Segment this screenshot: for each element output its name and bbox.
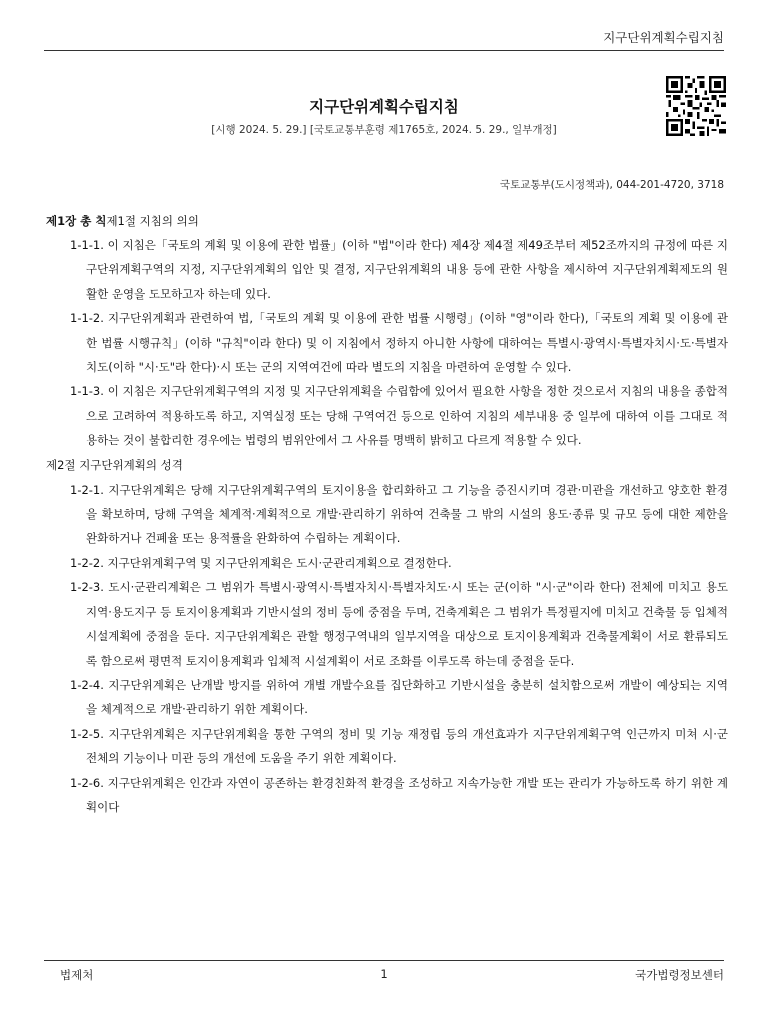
article-text: 1-2-1. 지구단위계획은 당해 지구단위계획구역의 토지이용을 합리화하고 그 기능을 증진시키며 경관·미관을 개선하고 양호한 환경을 확보하며, 당해 구역을 체계적·계획적으로 개발·관리하기 위하여 건축물 그 밖의 시설의 용도·종류 및 규모 등에 대한 제한을 완화하거나 건폐율 또는 용적률을 완화하여 수립하는 계획이다. bbox=[70, 482, 728, 546]
article-text: 1-1-3. 이 지침은 지구단위계획구역의 지정 및 지구단위계획을 수립함에 있어서 필요한 사항을 정한 것으로서 지침의 내용을 종합적으로 고려하여 적용하도록 하고, 지역실정 또는 당해 구역여건 등으로 인하여 지침의 세부내용 중 일부에 대하여 이를 그대로 적용하는 것이 불합리한 경우에는 법령의 범위안에서 그 사유를 명백히 밝히고 다르게 적용할 수 있다. bbox=[70, 384, 728, 448]
article-1-2-6 bbox=[46, 771, 728, 820]
footer-source: 법제처 bbox=[60, 968, 94, 982]
footer-publisher: 국가법령정보센터 bbox=[635, 968, 724, 982]
article-1-2-4 bbox=[46, 673, 728, 722]
article-1-2-5 bbox=[46, 722, 728, 771]
article-text: 1-2-2. 지구단위계획구역 및 지구단위계획은 도시·군관리계획으로 결정한다. bbox=[70, 555, 452, 570]
document-title: 지구단위계획수립지침 bbox=[309, 98, 459, 116]
article-text: 1-2-3. 도시·군관리계획은 그 범위가 특별시·광역시·특별자치시·특별자치도·시 또는 군(이하 "시·군"이라 한다) 전체에 미치고 용도지역·용도지구 등 토지이용계획과 기반시설의 정비 등에 중점을 두며, 건축계획은 그 범위가 특정필지에 미치고 건축물 등 입체적 시설계획에 중점을 둔다. 지구단위계획은 관할 행정구역내의 일부지역을 대상으로 토지이용계획과 건축물계획이 서로 환류되도록 함으로써 평면적 토지이용계획과 입체적 시설계획이 서로 조화를 이루도록 하는데 중점을 둔다. bbox=[70, 580, 728, 668]
chapter-label: 제1장 총 칙 bbox=[46, 214, 107, 228]
article-1-2-3 bbox=[46, 575, 728, 673]
section-2-title: 제2절 지구단위계획의 성격 bbox=[46, 457, 183, 472]
article-text: 1-2-4. 지구단위계획은 난개발 방지를 위하여 개별 개발수요를 집단화하고 기반시설을 충분히 설치함으로써 개발이 예상되는 지역을 체계적으로 개발·관리하기 위한 계획이다. bbox=[70, 677, 728, 717]
chapter-1-heading bbox=[46, 209, 728, 233]
article-1-1-2 bbox=[46, 306, 728, 379]
article-1-2-2 bbox=[46, 551, 728, 575]
article-1-2-1 bbox=[46, 478, 728, 551]
document-meta: [시행 2024. 5. 29.] [국토교통부훈령 제1765호, 2024. 5. 29., 일부개정] bbox=[211, 124, 557, 136]
footer-divider bbox=[44, 960, 724, 961]
article-text: 1-2-5. 지구단위계획은 지구단위계획을 통한 구역의 정비 및 기능 재정립 등의 개선효과가 지구단위계획구역 인근까지 미쳐 시·군 전체의 기능이나 미관 등의 개선에 도움을 주기 위한 계획이다. bbox=[70, 726, 728, 766]
article-text: 1-1-2. 지구단위계획과 관련하여 법,「국토의 계획 및 이용에 관한 법률 시행령」(이하 "영"이라 한다),「국토의 계획 및 이용에 관한 법률 시행규칙」(이하 "규칙"이라 한다) 및 이 지침에서 정하지 아니한 사항에 대하여는 특별시·광역시·특별자치시·도·특별자치도(이하 "시·도"라 한다)·시 또는 군의 지역여건에 따라 별도의 지침을 마련하여 운영할 수 있다. bbox=[70, 311, 728, 375]
article-1-1-1 bbox=[46, 233, 728, 306]
page-number: 1 bbox=[380, 967, 388, 981]
article-1-1-3 bbox=[46, 379, 728, 452]
section-1-title: 제1절 지침의 의의 bbox=[106, 214, 199, 228]
ministry-contact: 국토교통부(도시정책과), 044-201-4720, 3718 bbox=[499, 179, 724, 191]
document-body bbox=[46, 209, 728, 819]
header-divider bbox=[44, 50, 724, 51]
running-header-title: 지구단위계획수립지침 bbox=[603, 30, 724, 45]
article-text: 1-1-1. 이 지침은「국토의 계획 및 이용에 관한 법률」(이하 "법"이라 한다) 제4장 제4절 제49조부터 제52조까지의 규정에 따른 지구단위계획구역의 지정, 지구단위계획의 입안 및 결정, 지구단위계획의 내용 등에 관한 사항을 제시하여 지구단위계획제도의 원활한 운영을 도모하고자 하는데 있다. bbox=[70, 238, 728, 301]
article-text: 1-2-6. 지구단위계획은 인간과 자연이 공존하는 환경친화적 환경을 조성하고 지속가능한 개발 또는 관리가 가능하도록 하기 위한 계획이다 bbox=[70, 775, 728, 814]
